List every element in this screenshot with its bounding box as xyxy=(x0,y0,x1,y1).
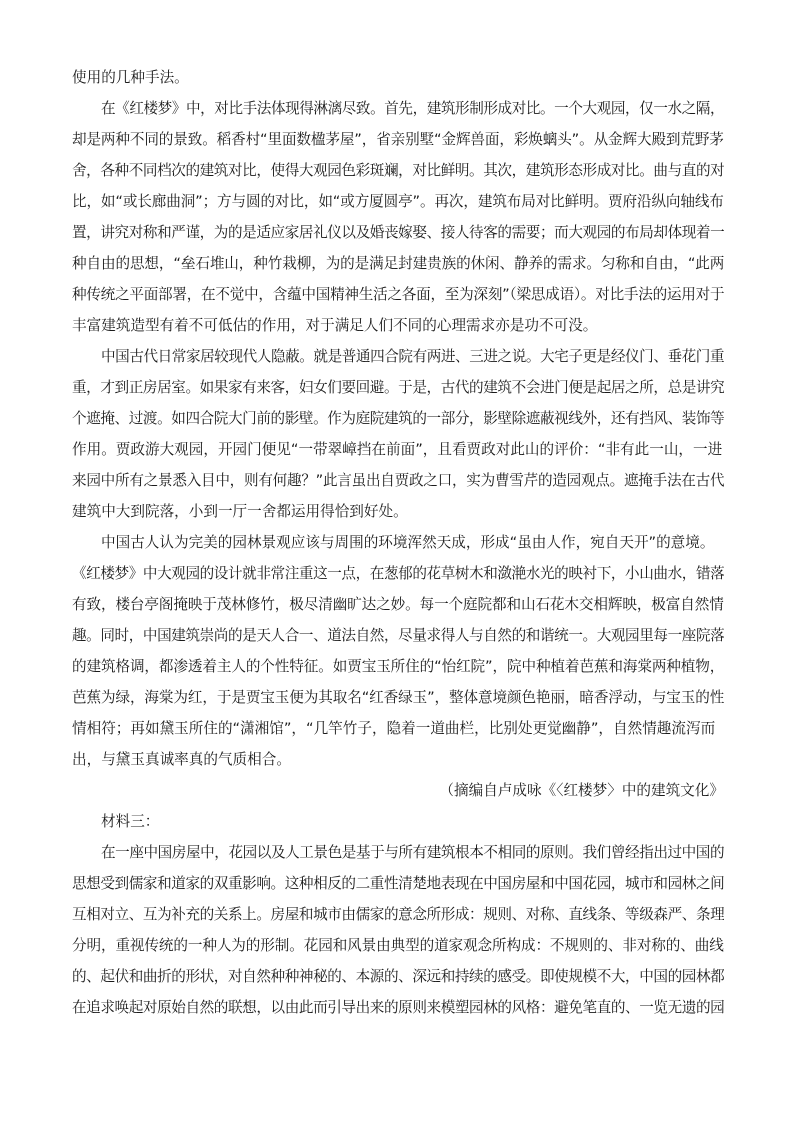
text-line: 中国古人认为完美的园林景观应该与周围的环境浑然天成，形成“虽由人作，宛自天开”的意境。 xyxy=(101,534,715,551)
source-citation: （摘编自卢成咏《〈红楼梦〉中的建筑文化》 xyxy=(439,782,724,799)
text-line: 情相符；再如黛玉所住的“潇湘馆”，“几竿竹子，隐着一道曲栏，比别处更觉幽静”，自然情趣流泻而 xyxy=(72,720,716,737)
text-line: 在追求唤起对原始自然的联想，以由此而引导出来的原则来模塑园林的风格：避免笔直的、一览无遗的园 xyxy=(72,999,724,1016)
text-line: 材料三： xyxy=(101,813,160,830)
text-line: 《红楼梦》中大观园的设计就非常注重这一点，在葱郁的花草树木和潋滟水光的映衬下，小山曲水，错落 xyxy=(72,565,724,582)
text-line: 思想受到儒家和道家的双重影响。这种相反的二重性清楚地表现在中国房屋和中国花园，城市和园林之间 xyxy=(72,875,724,892)
text-line: 丰富建筑造型有着不可低估的作用，对于满足人们不同的心理需求亦是功不可没。 xyxy=(72,317,598,334)
text-line: 种自由的思想，“垒石堆山，种竹栽柳，为的是满足封建贵族的休闲、静养的需求。匀称和自由，“此两 xyxy=(72,255,724,272)
text-line: 互相对立、互为补充的关系上。房屋和城市由儒家的意念所形成：规则、对称、直线条、等级森严、条理 xyxy=(72,906,724,923)
text-line: 的、起伏和曲折的形状，对自然种种神秘的、本源的、深远和持续的感受。即使规模不大，中国的园林都 xyxy=(72,968,724,985)
text-line: 比，如“或长廊曲洞”；方与圆的对比，如“或方厦圆亭”。再次，建筑布局对比鲜明。贾府沿纵向轴线布 xyxy=(72,193,724,210)
text-line: 作用。贾政游大观园，开园门便见“一带翠嶂挡在前面”，且看贾政对此山的评价：“非有此一山，一进 xyxy=(72,441,723,458)
text-line: 有致，楼台亭阁掩映于茂林修竹，极尽清幽旷达之妙。每一个庭院都和山石花木交相辉映，极富自然情 xyxy=(72,596,724,613)
text-line: 个遮掩、过渡。如四合院大门前的影壁。作为庭院建筑的一部分，影壁除遮蔽视线外，还有挡风、装饰等 xyxy=(72,410,724,427)
text-line: 趣。同时，中国建筑崇尚的是天人合一、道法自然，尽量求得人与自然的和谐统一。大观园里每一座院落 xyxy=(72,627,724,644)
text-line: 来园中所有之景悉入目中，则有何趣？”此言虽出自贾政之口，实为曹雪芹的造园观点。遮掩手法在古代 xyxy=(72,472,724,489)
document-page xyxy=(72,62,724,1023)
text-line: 在一座中国房屋中，花园以及人工景色是基于与所有建筑根本不相同的原则。我们曾经指出过中国的 xyxy=(101,844,724,861)
text-line: 在《红楼梦》中，对比手法体现得淋漓尽致。首先，建筑形制形成对比。一个大观园，仅一水之隔， xyxy=(101,100,724,117)
text-line: 种传统之平面部署，在不觉中，含蕴中国精神生活之各面，至为深刻”（梁思成语）。对比手法的运用对于 xyxy=(72,286,724,303)
text-line: 中国古代日常家居较现代人隐蔽。就是普通四合院有两进、三进之说。大宅子更是经仪门、垂花门重 xyxy=(101,348,724,365)
text-line: 的建筑格调，都渗透着主人的个性特征。如贾宝玉所住的“怡红院”，院中种植着芭蕉和海棠两种植物， xyxy=(72,658,724,675)
text-line: 却是两种不同的景致。稻香村“里面数楹茅屋”，省亲别墅“金辉兽面，彩焕螭头”。从金辉大殿到荒野茅 xyxy=(72,131,724,148)
text-line: 舍，各种不同档次的建筑对比，使得大观园色彩斑斓，对比鲜明。其次，建筑形态形成对比。曲与直的对 xyxy=(72,162,724,179)
text-line: 置，讲究对称和严谨，为的是适应家居礼仪以及婚丧嫁娶、接人待客的需要；而大观园的布局却体现着一 xyxy=(72,224,724,241)
text-line: 芭蕉为绿，海棠为红，于是贾宝玉便为其取名“红香绿玉”，整体意境颜色艳丽，暗香浮动，与宝玉的性 xyxy=(72,689,724,706)
text-line: 分明，重视传统的一种人为的形制。花园和风景由典型的道家观念所构成：不规则的、非对称的、曲线 xyxy=(72,937,724,954)
text-line: 使用的几种手法。 xyxy=(72,69,189,86)
text-line: 出，与黛玉真诚率真的气质相合。 xyxy=(72,751,291,768)
text-line: 重，才到正房居室。如果家有来客，妇女们要回避。于是，古代的建筑不会进门便是起居之所，总是讲究 xyxy=(72,379,724,396)
text-line: 建筑中大到院落，小到一厅一舍都运用得恰到好处。 xyxy=(72,503,408,520)
